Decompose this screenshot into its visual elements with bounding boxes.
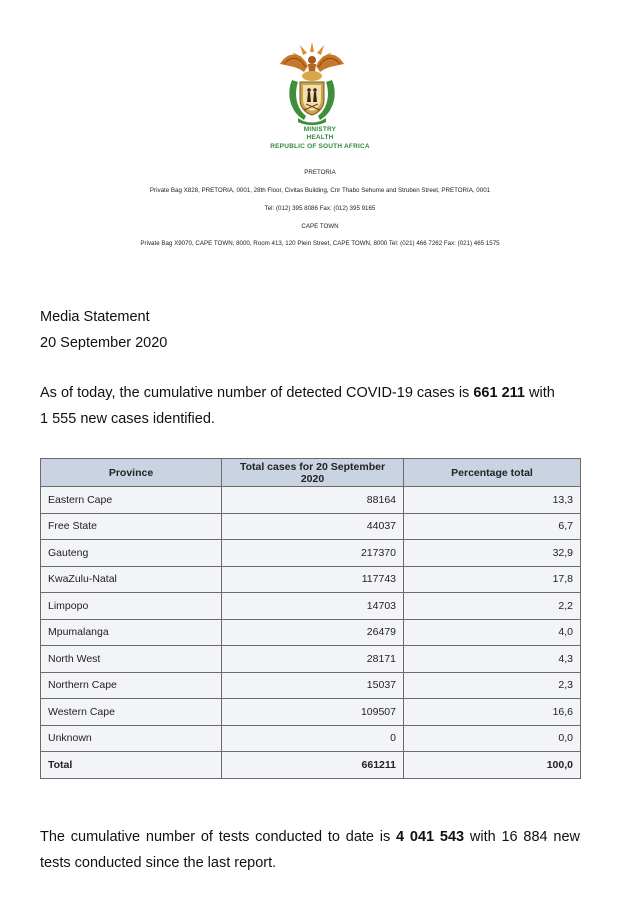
intro-new-cases: 1 555 new cases identified. [40,411,215,427]
header-percentage: Percentage total [404,459,581,487]
province-percentage: 2,3 [404,672,581,699]
tests-text-pre: The cumulative number of tests conducted to date is [40,829,391,845]
header-total-cases: Total cases for 20 September 2020 [222,459,404,487]
province-cases: 117743 [222,566,404,593]
province-percentage: 17,8 [404,566,581,593]
table-row [41,619,581,646]
province-percentage: 32,9 [404,540,581,567]
province-name: Mpumalanga [41,619,222,646]
total-label: Total [41,752,222,779]
province-cases: 44037 [222,513,404,540]
province-percentage: 2,2 [404,593,581,620]
tests-paragraph [40,824,580,876]
table-row [41,672,581,699]
table-header-row [41,459,581,487]
header-province: Province [41,459,222,487]
province-cases-table [40,458,581,779]
pretoria-address: Private Bag X828, PRETORIA, 0001, 28th Floor, Civitas Building, Cnr Thabo Sehume and Struben Street, PRETORIA, 0001 [149,187,491,194]
tests-text-post: with 16 884 new tests conducted since the last report. [40,829,580,871]
province-cases: 88164 [222,487,404,514]
cases-intro-paragraph [40,380,580,432]
province-percentage: 4,3 [404,646,581,673]
province-percentage: 4,0 [404,619,581,646]
ministry-line-1: MINISTRY [303,126,337,133]
province-name: Western Cape [41,699,222,726]
table-row [41,646,581,673]
province-percentage: 0,0 [404,725,581,752]
table-row [41,513,581,540]
province-cases: 26479 [222,619,404,646]
ministry-title [0,126,640,151]
coat-of-arms-emblem [270,38,354,126]
ministry-line-2: HEALTH [306,134,334,142]
ministry-line-3: REPUBLIC OF SOUTH AFRICA [270,142,370,150]
province-percentage: 13,3 [404,487,581,514]
table-row [41,699,581,726]
table-row [41,487,581,514]
province-cases: 15037 [222,672,404,699]
statement-date: 20 September 2020 [40,335,168,351]
table-row [41,540,581,567]
pretoria-city: PRETORIA [304,169,336,176]
province-cases: 109507 [222,699,404,726]
table-row [41,566,581,593]
province-name: KwaZulu-Natal [41,566,222,593]
province-percentage: 16,6 [404,699,581,726]
capetown-city: CAPE TOWN [301,223,339,230]
total-percentage: 100,0 [404,752,581,779]
province-name: Unknown [41,725,222,752]
pretoria-contact: Tel: (012) 395 8086 Fax: (012) 395 9165 [264,205,376,212]
province-cases: 217370 [222,540,404,567]
province-name: Gauteng [41,540,222,567]
province-name: Eastern Cape [41,487,222,514]
province-cases: 14703 [222,593,404,620]
intro-text-mid: with [529,385,555,401]
tests-total: 4 041 543 [396,829,465,845]
table-row [41,593,581,620]
intro-text-pre: As of today, the cumulative number of detected COVID-19 cases is [40,385,470,401]
capetown-address: Private Bag X9070, CAPE TOWN, 8000, Room 413, 120 Plein Street, CAPE TOWN, 8000 Tel: (021) 466 7262 Fax: (021) 465 1575 [140,240,500,247]
province-name: Limpopo [41,593,222,620]
province-name: Free State [41,513,222,540]
statement-heading: Media Statement [40,309,150,325]
intro-total-cases: 661 211 [473,385,525,401]
province-cases: 28171 [222,646,404,673]
province-name: North West [41,646,222,673]
total-cases: 661211 [222,752,404,779]
province-name: Northern Cape [41,672,222,699]
province-cases: 0 [222,725,404,752]
province-percentage: 6,7 [404,513,581,540]
table-row [41,725,581,752]
table-total-row [41,752,581,779]
